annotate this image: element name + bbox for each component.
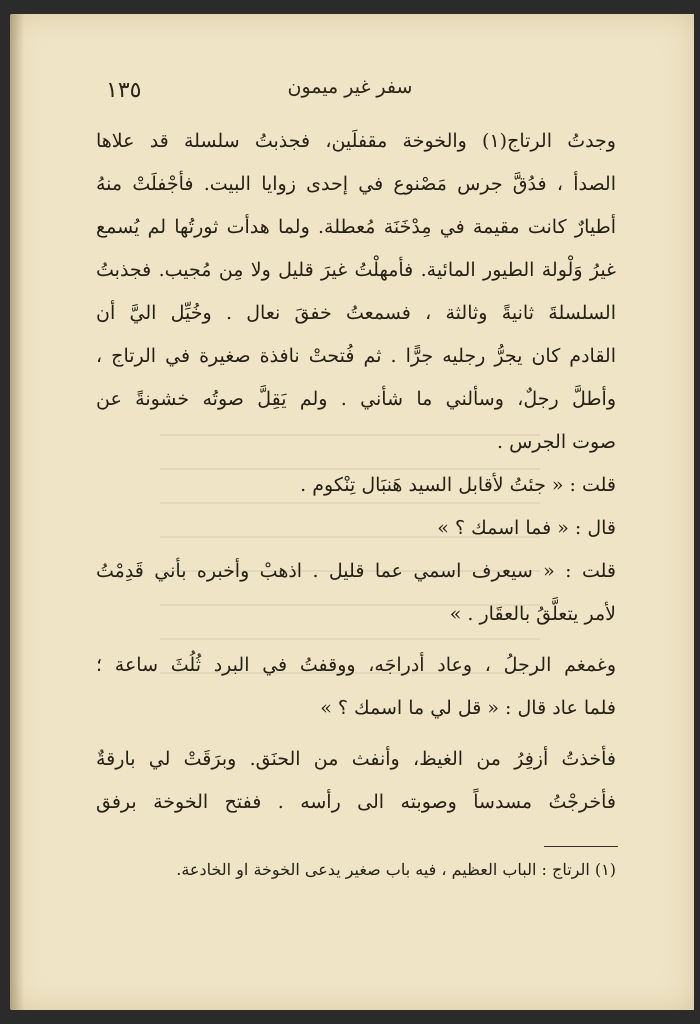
text-line: لأمر يتعلَّقُ بالعقَار . » xyxy=(449,603,616,625)
page-number: ١٣٥ xyxy=(106,78,142,103)
page-gutter-shadow xyxy=(10,14,24,1010)
paragraph-gap xyxy=(96,730,616,738)
text-line: الصدأ ، فدُقَّ جرس مَصْنوع في إحدى زوايا البيت. فأجْفلَتْ منهُ xyxy=(96,173,616,195)
text-line: فأخذتُ أزفِرُ من الغيظ، وأنفث من الحنَق. وبرَقَتْ لي بارقةٌ xyxy=(96,748,616,770)
text-line: غيرُ وَلْولة الطيور المائية. فأمهلْتُ غيرَ قليل ولا مِن مُجيب. فجذبتُ xyxy=(96,259,616,281)
text-line: وغمغم الرجلُ ، وعاد أدراجَه، ووقفتُ في البرد ثُلُثَ ساعة ؛ xyxy=(96,654,616,676)
text-line: قلت : « جئتُ لأقابل السيد هَنبَال تِنْكوم . xyxy=(300,474,616,496)
text-line: أطيارٌ كانت مقيمة في مِدْخَنَة مُعطلة. ولما هدأت ثورتُها لم يُسمع xyxy=(96,216,616,238)
text-line: السلسلةَ ثانيةً وثالثة ، فسمعتُ خفقَ نعال . وخُيِّل اليَّ أن xyxy=(96,302,616,324)
page-header xyxy=(60,72,640,106)
footnote: (١) الرتاج : الباب العظيم ، فيه باب صغير يدعى الخوخة او الخادعة. xyxy=(176,860,616,879)
text-line: وأطلَّ رجلٌ، وسألني ما شأني . ولم يَقِلَّ صوتُه خشونةً عن xyxy=(96,388,616,410)
footnote-rule xyxy=(544,846,618,847)
paragraph-gap xyxy=(96,636,616,644)
body-text xyxy=(96,120,616,824)
text-line: قال : « فما اسمك ؟ » xyxy=(437,517,616,539)
text-line: القادم كان يجرُّ رجليه جرًّا . ثم فُتحتْ نافذة صغيرة في الرتاج ، xyxy=(96,345,616,367)
text-line: فأخرجْتُ مسدساً وصوبته الى رأسه . ففتح الخوخة برفق xyxy=(96,791,616,813)
text-line: قلت : « سيعرف اسمي عما قليل . اذهبْ وأخبره بأني قَدِمْتُ xyxy=(96,560,616,582)
text-line: وجدتُ الرتاج(١) والخوخة مقفلَين، فجذبتُ سلسلة قد علاها xyxy=(96,130,616,152)
running-title: سفر غير ميمون xyxy=(287,76,413,98)
text-line: فلما عاد قال : « قل لي ما اسمك ؟ » xyxy=(320,697,616,719)
text-line: صوت الجرس . xyxy=(497,431,616,453)
